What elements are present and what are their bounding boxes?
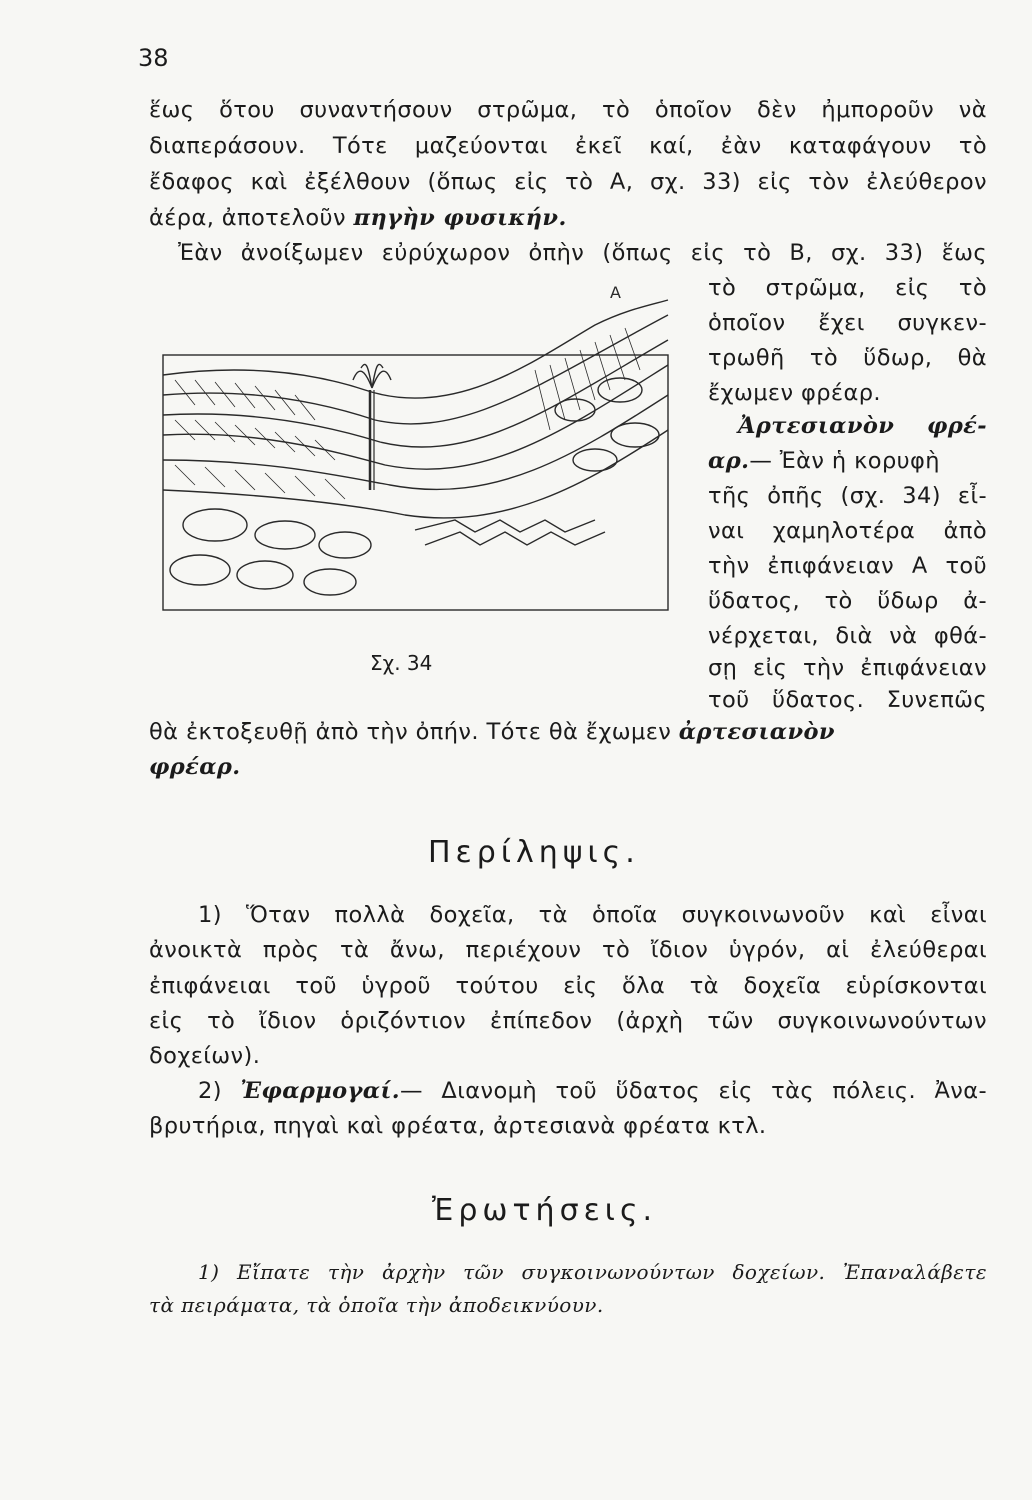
text-line (708, 446, 940, 476)
text-line: ὕδατος, τὸ ὕδωρ ἀ- (708, 588, 987, 614)
zigzag-rock (425, 532, 605, 545)
text-span: — Ἐὰν ἡ κορυφὴ (749, 448, 940, 474)
rock (170, 555, 230, 585)
text-line: ἔχωμεν φρέαρ. (708, 380, 881, 406)
text-line: βρυτήρια, πηγαὶ καὶ φρέατα, ἀρτεσιανὰ φρέατα κτλ. (149, 1113, 767, 1139)
rock (555, 399, 595, 421)
rock (304, 569, 356, 595)
rock (183, 509, 247, 541)
text-line: 1) Ὅταν πολλὰ δοχεῖα, τὰ ὁποῖα συγκοινωνοῦν καὶ εἶναι (198, 902, 987, 928)
subheading-artesian-end: αρ. (708, 448, 750, 474)
zigzag-rock (415, 520, 595, 532)
text-line (149, 717, 835, 747)
text-line: ἔδαφος καὶ ἐξέλθουν (ὅπως εἰς τὸ Α, σχ. 33) εἰς τὸν ἐλεύθερον (149, 169, 987, 195)
text-span: ἀέρα, ἀποτελοῦν (149, 205, 354, 231)
water-jet (353, 364, 391, 388)
text-line: ἕως ὅτου συναντήσουν στρῶμα, τὸ ὁποῖον δὲν ἠμποροῦν νὰ (149, 97, 987, 123)
text-line (149, 752, 241, 782)
text-line: τὴν ἐπιφάνειαν Α τοῦ (708, 553, 987, 579)
text-line: ἀνοικτὰ πρὸς τὰ ἄνω, περιέχουν τὸ ἴδιον ὑγρόν, αἱ ἐλεύθεραι (149, 937, 987, 963)
text-line: τῆς ὀπῆς (σχ. 34) εἶ- (708, 483, 987, 509)
text-line: δοχείων). (149, 1043, 261, 1069)
rock (237, 561, 293, 589)
text-span: θὰ ἐκτοξευθῇ ἀπὸ τὴν ὀπήν. Τότε θὰ ἔχωμεν (149, 719, 679, 745)
text-line (738, 411, 987, 441)
rock (573, 449, 617, 471)
figure-caption: Σχ. 34 (370, 651, 433, 675)
text-line: εἰς τὸ ἴδιον ὁριζόντιον ἐπίπεδον (ἀρχὴ τῶν συγκοινωνούντων (149, 1008, 987, 1034)
text-line: ναι χαμηλοτέρα ἀπὸ (708, 518, 987, 544)
summary-heading: Περίληψις. (428, 835, 640, 870)
subheading-artesian: Ἀρτεσιανὸν φρέ- (738, 413, 987, 439)
emphasis-applications: Ἐφαρμογαί. (240, 1078, 401, 1104)
ground-surface (163, 300, 668, 398)
text-span: — Διανομὴ τοῦ ὕδατος εἰς τὰς πόλεις. Ἀνα- (400, 1078, 987, 1104)
page-number: 38 (138, 44, 169, 72)
emphasis-natural-spring: πηγὴν φυσικήν. (353, 205, 567, 231)
text-line: διαπεράσουν. Τότε μαζεύονται ἐκεῖ καί, ἐὰν καταφάγουν τὸ (149, 133, 987, 159)
text-line: ὁποῖον ἔχει συγκεν- (708, 310, 987, 336)
text-line: τοῦ ὕδατος. Συνεπῶς (708, 687, 987, 713)
rock (319, 532, 371, 558)
rock (598, 378, 642, 402)
text-span: 2) (198, 1078, 241, 1104)
questions-heading: Ἐρωτήσεις. (432, 1193, 658, 1228)
stratum-boundary (163, 395, 668, 489)
text-line (149, 203, 567, 233)
emphasis-artesian-well: ἀρτεσιανὸν (678, 719, 835, 745)
text-line: τρωθῆ τὸ ὕδωρ, θὰ (708, 345, 987, 371)
question-line: τὰ πειράματα, τὰ ὁποῖα τὴν ἀποδεικνύουν. (149, 1293, 604, 1317)
text-line: τὸ στρῶμα, εἰς τὸ (708, 275, 987, 301)
figure-label-a: Α (610, 283, 621, 302)
text-line: σῃ εἰς τὴν ἐπιφάνειαν (708, 655, 987, 681)
question-line: 1) Εἴπατε τὴν ἀρχὴν τῶν συγκοινωνούντων δοχείων. Ἐπαναλάβετε (198, 1260, 987, 1284)
stratum-boundary (163, 365, 668, 469)
hatching (175, 465, 345, 499)
text-line: νέρχεται, διὰ νὰ φθά- (708, 623, 987, 649)
text-line: ἐπιφάνειαι τοῦ ὑγροῦ τούτου εἰς ὅλα τὰ δοχεῖα εὑρίσκονται (149, 973, 987, 999)
rock (611, 423, 659, 447)
rock (255, 521, 315, 549)
emphasis-well: φρέαρ. (149, 754, 241, 780)
text-line (198, 1076, 987, 1106)
artesian-well-figure (155, 270, 675, 615)
hatching (175, 420, 335, 460)
text-line: Ἐὰν ἀνοίξωμεν εὐρύχωρον ὀπὴν (ὅπως εἰς τὸ Β, σχ. 33) ἕως (178, 240, 987, 266)
